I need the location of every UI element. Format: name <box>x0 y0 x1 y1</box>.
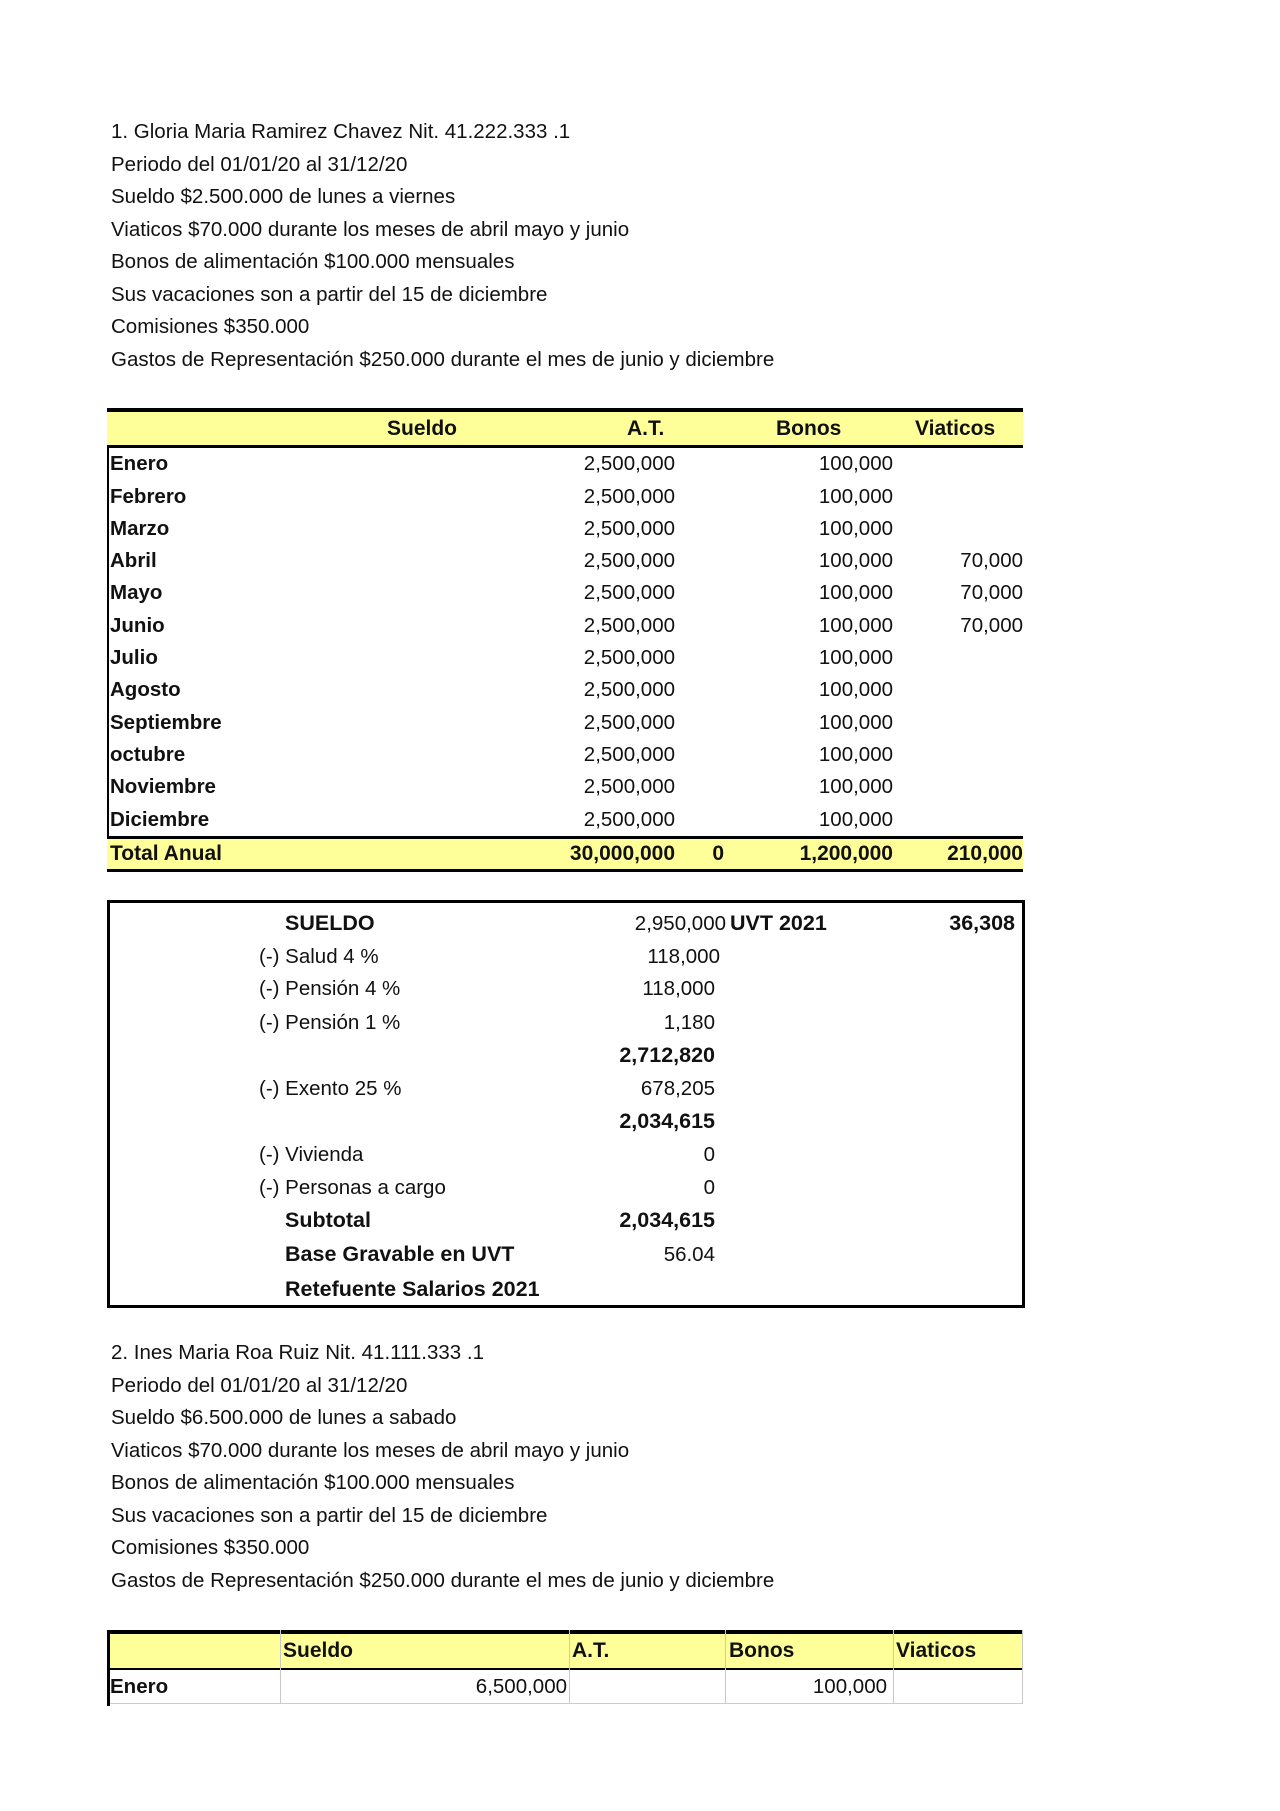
salary-table-2 <box>107 1630 1023 1706</box>
total-sueldo: 30,000,000 <box>569 842 675 865</box>
t2-header-bonos: Bonos <box>729 1639 795 1662</box>
t2-sueldo: 6,500,000 <box>475 1674 567 1698</box>
month-cell: Noviembre <box>110 775 216 799</box>
problem1-line: Gastos de Representación $250.000 durante el mes de junio y diciembre <box>111 348 775 371</box>
total-viaticos: 210,000 <box>947 842 1023 865</box>
bonos-cell: 100,000 <box>818 613 893 637</box>
salud-label: (-) Salud 4 % <box>259 945 379 968</box>
uvt-label: UVT 2021 <box>730 911 827 935</box>
problem1-title: 1. Gloria Maria Ramirez Chavez Nit. 41.222.333 .1 <box>111 120 571 143</box>
t2-header-at: A.T. <box>572 1639 610 1662</box>
viaticos-cell: 70,000 <box>960 581 1023 605</box>
personas-value: 0 <box>703 1176 715 1199</box>
table-row <box>107 448 1023 481</box>
table-row <box>107 771 1023 804</box>
subtotal1-value: 2,712,820 <box>619 1043 715 1067</box>
sueldo-cell: 2,500,000 <box>583 549 675 573</box>
table-row <box>107 803 1023 836</box>
vivienda-value: 0 <box>703 1143 715 1166</box>
month-cell: Septiembre <box>110 710 222 734</box>
sueldo-cell: 2,500,000 <box>583 710 675 734</box>
month-cell: Enero <box>110 452 169 476</box>
table-row <box>107 642 1023 675</box>
bonos-cell: 100,000 <box>818 678 893 702</box>
sueldo-cell: 2,500,000 <box>583 742 675 766</box>
month-cell: Marzo <box>110 516 170 540</box>
base-gravable-value: 56.04 <box>663 1243 715 1266</box>
sueldo-value: 2,950,000 <box>634 912 726 935</box>
table-row <box>107 1670 1023 1704</box>
table-row <box>107 706 1023 739</box>
sueldo-cell: 2,500,000 <box>583 581 675 605</box>
table-row <box>107 513 1023 546</box>
problem2-line: Periodo del 01/01/20 al 31/12/20 <box>111 1374 408 1397</box>
table1-total-row <box>107 836 1023 872</box>
sueldo-cell: 2,500,000 <box>583 775 675 799</box>
problem2-title: 2. Ines Maria Roa Ruiz Nit. 41.111.333 .1 <box>111 1341 484 1364</box>
retefuente-label: Retefuente Salarios 2021 <box>285 1277 540 1301</box>
bonos-cell: 100,000 <box>818 581 893 605</box>
viaticos-cell: 70,000 <box>960 613 1023 637</box>
sueldo-cell: 2,500,000 <box>583 516 675 540</box>
t2-bonos: 100,000 <box>812 1674 887 1698</box>
viaticos-cell: 70,000 <box>960 549 1023 573</box>
t2-header-sueldo: Sueldo <box>283 1639 354 1662</box>
month-cell: Diciembre <box>110 807 210 831</box>
problem1-line: Periodo del 01/01/20 al 31/12/20 <box>111 153 408 176</box>
header-at: A.T. <box>627 416 665 440</box>
sueldo-cell: 2,500,000 <box>583 807 675 831</box>
bonos-cell: 100,000 <box>818 516 893 540</box>
month-cell: Febrero <box>110 484 187 508</box>
problem1-line: Sus vacaciones son a partir del 15 de diciembre <box>111 283 548 306</box>
table-row <box>107 480 1023 513</box>
sueldo-cell: 2,500,000 <box>583 452 675 476</box>
table-row <box>107 739 1023 772</box>
problem2-line: Viaticos $70.000 durante los meses de abril mayo y junio <box>111 1439 630 1462</box>
bonos-cell: 100,000 <box>818 646 893 670</box>
sueldo-label: SUELDO <box>285 911 375 935</box>
bonos-cell: 100,000 <box>818 710 893 734</box>
problem2-line: Comisiones $350.000 <box>111 1536 310 1559</box>
exento-label: (-) Exento 25 % <box>259 1077 402 1100</box>
subtotal-label: Subtotal <box>285 1208 371 1232</box>
sueldo-cell: 2,500,000 <box>583 646 675 670</box>
sueldo-cell: 2,500,000 <box>583 613 675 637</box>
bonos-cell: 100,000 <box>818 484 893 508</box>
table-row <box>107 545 1023 578</box>
pension4-value: 118,000 <box>642 977 715 1000</box>
table-row <box>107 577 1023 610</box>
month-cell: octubre <box>110 742 186 766</box>
total-label: Total Anual <box>110 842 222 865</box>
subtotal-value: 2,034,615 <box>619 1208 715 1232</box>
problem2-line: Gastos de Representación $250.000 durante el mes de junio y diciembre <box>111 1569 775 1592</box>
uvt-value: 36,308 <box>949 911 1015 935</box>
bonos-cell: 100,000 <box>818 452 893 476</box>
problem2-line: Sus vacaciones son a partir del 15 de diciembre <box>111 1504 548 1527</box>
exento-value: 678,205 <box>640 1077 715 1100</box>
problem1-line: Comisiones $350.000 <box>111 315 310 338</box>
total-at: 0 <box>712 842 724 865</box>
header-bonos: Bonos <box>776 416 842 440</box>
subtotal2-value: 2,034,615 <box>619 1109 715 1133</box>
t2-header-viaticos: Viaticos <box>896 1639 977 1662</box>
t2-month: Enero <box>110 1674 169 1698</box>
pension4-label: (-) Pensión 4 % <box>259 977 401 1000</box>
bonos-cell: 100,000 <box>818 775 893 799</box>
bonos-cell: 100,000 <box>818 742 893 766</box>
month-cell: Mayo <box>110 581 163 605</box>
problem2-line: Bonos de alimentación $100.000 mensuales <box>111 1471 515 1494</box>
problem1-line: Sueldo $2.500.000 de lunes a viernes <box>111 185 456 208</box>
table-row <box>107 674 1023 707</box>
problem2-line: Sueldo $6.500.000 de lunes a sabado <box>111 1406 457 1429</box>
vivienda-label: (-) Vivienda <box>259 1143 364 1166</box>
header-sueldo: Sueldo <box>387 416 458 440</box>
bonos-cell: 100,000 <box>818 807 893 831</box>
personas-label: (-) Personas a cargo <box>259 1176 446 1199</box>
retefuente-calculation-box <box>107 900 1025 1308</box>
base-gravable-label: Base Gravable en UVT <box>285 1242 515 1266</box>
header-viaticos: Viaticos <box>915 416 996 440</box>
month-cell: Agosto <box>110 678 181 702</box>
month-cell: Junio <box>110 613 165 637</box>
table1-header <box>107 408 1023 448</box>
pension1-label: (-) Pensión 1 % <box>259 1011 401 1034</box>
problem1-line: Bonos de alimentación $100.000 mensuales <box>111 250 515 273</box>
problem1-line: Viaticos $70.000 durante los meses de abril mayo y junio <box>111 218 630 241</box>
sueldo-cell: 2,500,000 <box>583 678 675 702</box>
table2-header <box>107 1630 1023 1670</box>
bonos-cell: 100,000 <box>818 549 893 573</box>
salud-value: 118,000 <box>647 945 720 968</box>
table-row <box>107 610 1023 643</box>
total-bonos: 1,200,000 <box>799 842 893 865</box>
sueldo-cell: 2,500,000 <box>583 484 675 508</box>
pension1-value: 1,180 <box>663 1011 715 1034</box>
month-cell: Abril <box>110 549 157 573</box>
month-cell: Julio <box>110 646 158 670</box>
